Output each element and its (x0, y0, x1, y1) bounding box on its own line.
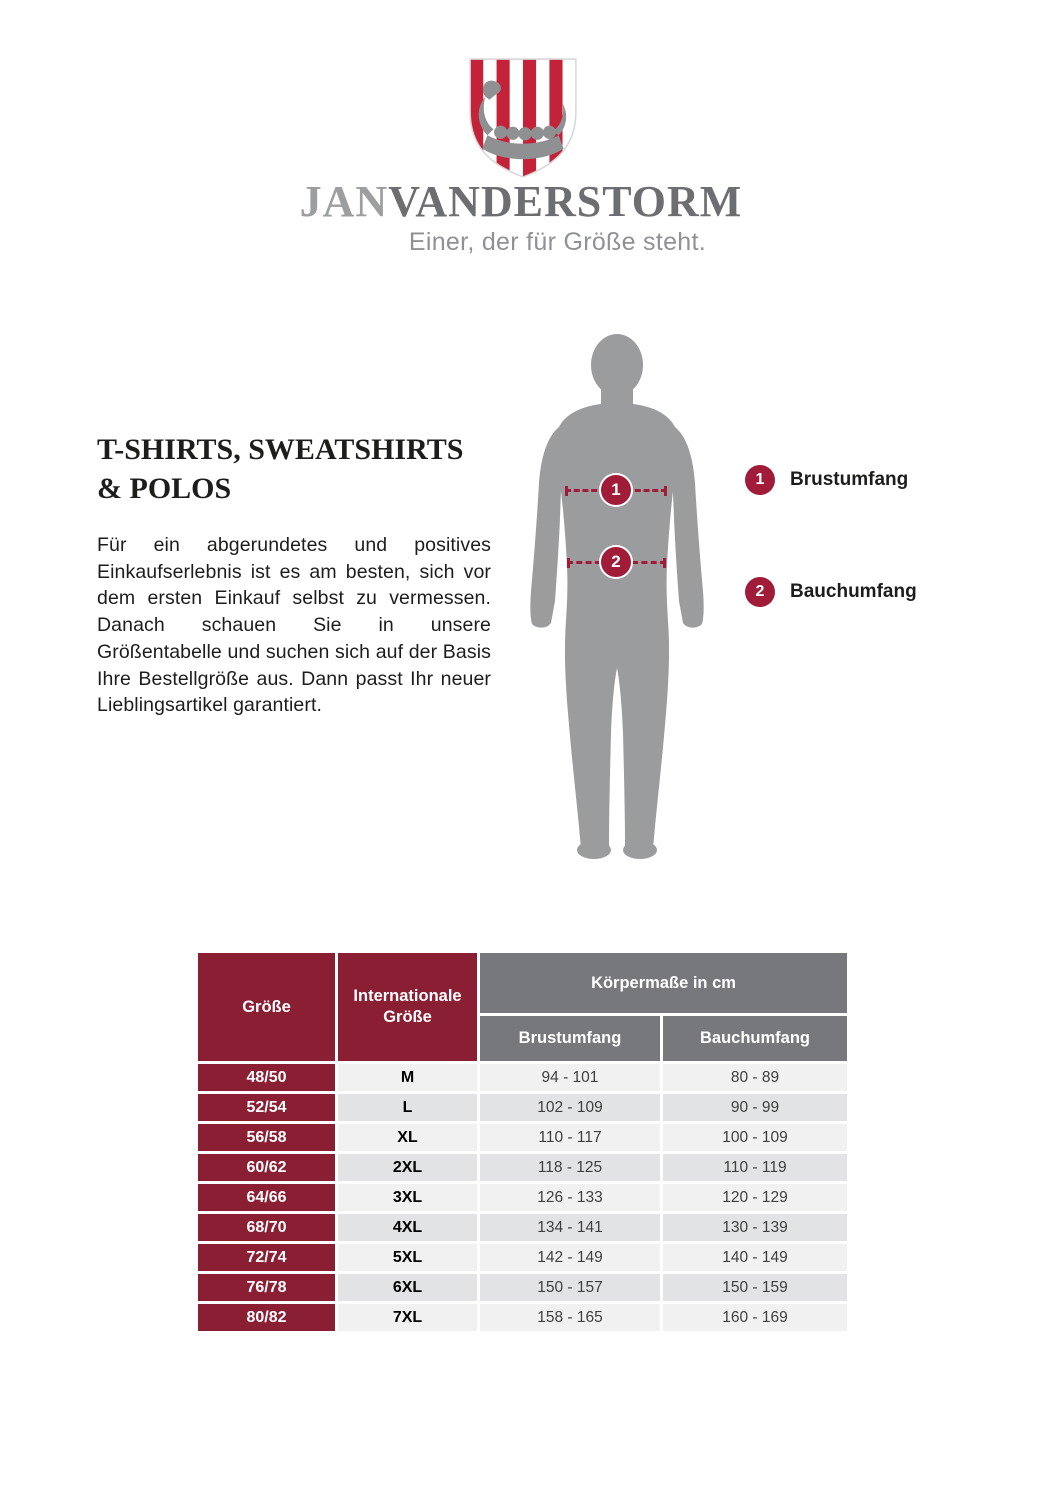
brust-cell: 158 - 165 (480, 1304, 660, 1331)
size-cell: 48/50 (198, 1064, 335, 1091)
page-title-line2: & POLOS (97, 472, 232, 505)
int-cell: 4XL (338, 1214, 477, 1241)
legend-circle-1: 1 (745, 465, 775, 495)
size-cell: 56/58 (198, 1124, 335, 1151)
legend-circle-2: 2 (745, 577, 775, 607)
col-header-bauchumfang: Bauchumfang (663, 1016, 847, 1061)
legend-brustumfang (745, 465, 908, 495)
bauch-cell: 110 - 119 (663, 1154, 847, 1181)
brust-cell: 150 - 157 (480, 1274, 660, 1301)
col-header-international: Internationale Größe (338, 953, 477, 1061)
int-cell: 3XL (338, 1184, 477, 1211)
brand-rest: VANDERSTORM (388, 177, 743, 226)
int-cell: M (338, 1064, 477, 1091)
page-title (97, 430, 517, 508)
bauch-cell: 140 - 149 (663, 1244, 847, 1271)
brust-cell: 134 - 141 (480, 1214, 660, 1241)
int-cell: L (338, 1094, 477, 1121)
size-cell: 52/54 (198, 1094, 335, 1121)
size-cell: 72/74 (198, 1244, 335, 1271)
int-cell: 5XL (338, 1244, 477, 1271)
brand-tagline: Einer, der für Größe steht. (408, 228, 706, 256)
bauch-cell: 150 - 159 (663, 1274, 847, 1301)
bauch-cell: 80 - 89 (663, 1064, 847, 1091)
int-cell: 6XL (338, 1274, 477, 1301)
table-row (198, 1274, 847, 1301)
brust-cell: 94 - 101 (480, 1064, 660, 1091)
col-header-groesse: Größe (198, 953, 335, 1061)
legend-label-brustumfang: Brustumfang (790, 469, 909, 490)
table-row (198, 1094, 847, 1121)
brand-shield-icon (462, 55, 584, 179)
brust-cell: 142 - 149 (480, 1244, 660, 1271)
page-title-line1: T-SHIRTS, SWEATSHIRTS (97, 433, 464, 466)
waist-marker-2: 2 (599, 545, 633, 579)
size-cell: 80/82 (198, 1304, 335, 1331)
man-silhouette-icon (497, 333, 745, 861)
bauch-cell: 90 - 99 (663, 1094, 847, 1121)
size-cell: 68/70 (198, 1214, 335, 1241)
size-cell: 64/66 (198, 1184, 335, 1211)
table-row (198, 1184, 847, 1211)
bauch-cell: 120 - 129 (663, 1184, 847, 1211)
int-cell: 2XL (338, 1154, 477, 1181)
size-cell: 76/78 (198, 1274, 335, 1301)
table-row (198, 1214, 847, 1241)
int-cell: 7XL (338, 1304, 477, 1331)
int-cell: XL (338, 1124, 477, 1151)
size-table (195, 950, 850, 1334)
table-row (198, 1154, 847, 1181)
brust-cell: 126 - 133 (480, 1184, 660, 1211)
table-row (198, 1064, 847, 1091)
brand-jan: JAN (299, 177, 389, 226)
body-silhouette (497, 333, 745, 861)
intro-text: Für ein abgerundetes und positives Einkaufserlebnis ist es am besten, sich vor dem ersten Einkauf selbst zu vermessen. Danach schauen Sie in unsere Größentabelle und suchen sich auf der Basis Ihre Bestellgröße aus. Dann passt Ihr neuer Lieblingsartikel garantiert. (97, 534, 491, 717)
brust-cell: 110 - 117 (480, 1124, 660, 1151)
table-row (198, 1304, 847, 1331)
chest-marker-1: 1 (599, 473, 633, 507)
col-header-brustumfang: Brustumfang (480, 1016, 660, 1061)
table-row (198, 1124, 847, 1151)
table-row (198, 1244, 847, 1271)
size-cell: 60/62 (198, 1154, 335, 1181)
bauch-cell: 100 - 109 (663, 1124, 847, 1151)
legend-label-bauchumfang: Bauchumfang (790, 581, 917, 602)
bauch-cell: 130 - 139 (663, 1214, 847, 1241)
col-header-koerpermasse: Körpermaße in cm (480, 953, 847, 1013)
brust-cell: 118 - 125 (480, 1154, 660, 1181)
brand-wordmark (0, 176, 1042, 227)
legend-bauchumfang (745, 577, 917, 607)
brust-cell: 102 - 109 (480, 1094, 660, 1121)
bauch-cell: 160 - 169 (663, 1304, 847, 1331)
